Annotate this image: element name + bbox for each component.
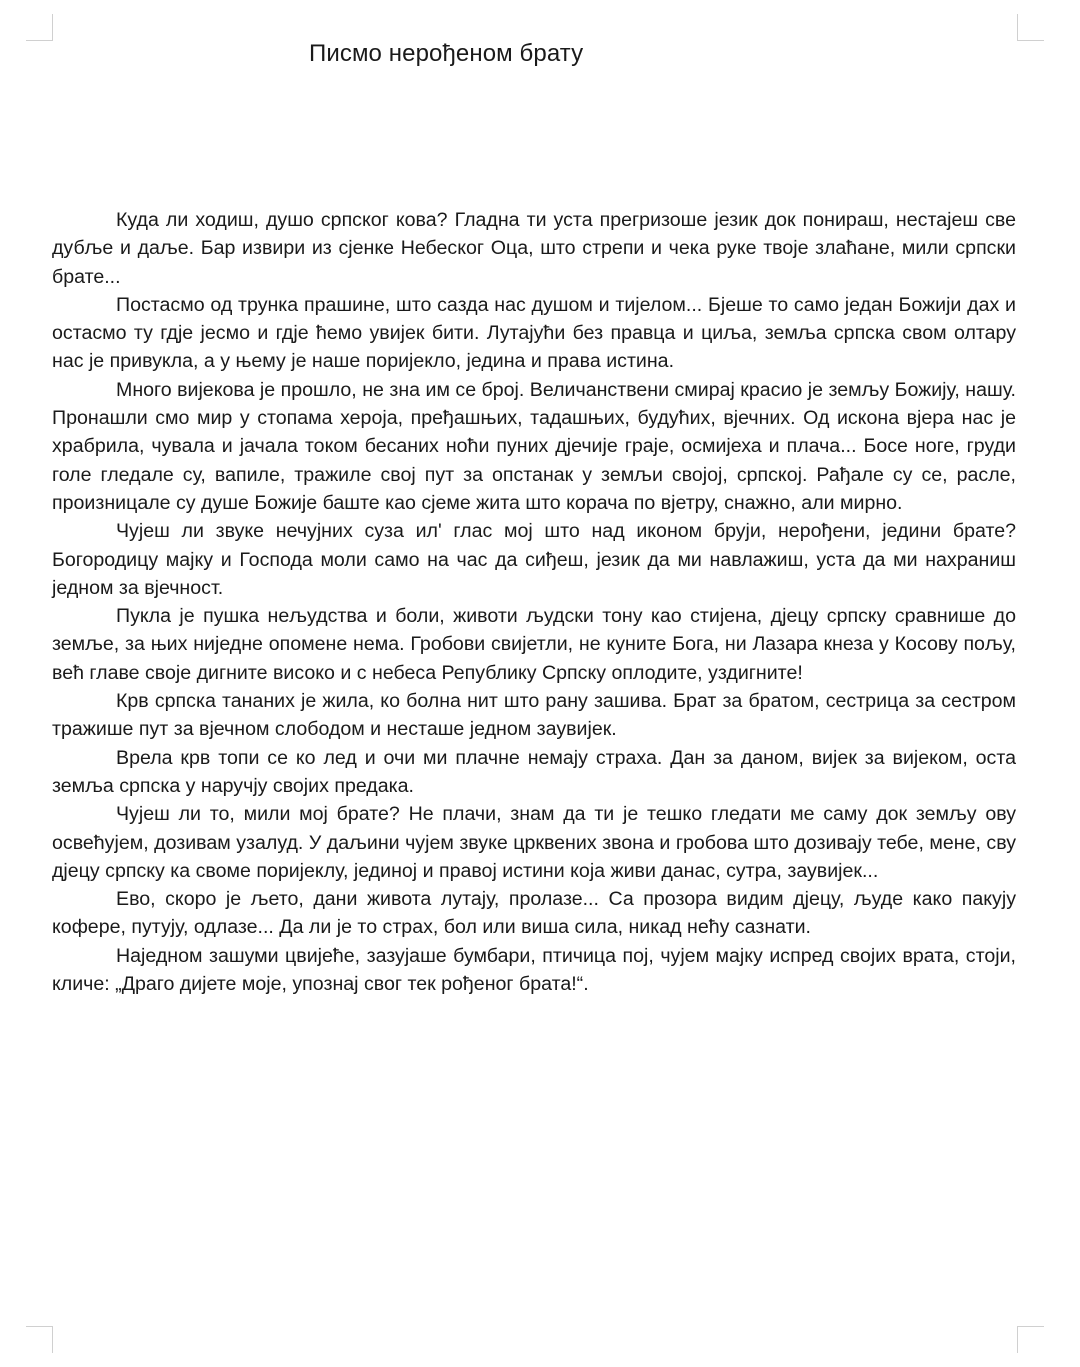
document-body — [52, 206, 1016, 998]
paragraph: Куда ли ходиш, душо српског кова? Гладна ти уста прегризоше језик док понираш, нестајеш све дубље и даље. Бар извири из сјенке Небеског Оца, што стрепи и чека руке твоје злаћане, мили српски брате... — [52, 209, 1016, 288]
page-corner-mark-top-right — [1017, 14, 1044, 41]
paragraph: Много вијекова је прошло, не зна им се број. Величанствени смирај красио је земљу Божију, нашу. Пронашли смо мир у стопама хероја, пређашњих, тадашњих, будућих, вјечних. Од искона вјера нас је храбрила, чувала и јачала током бесаних ноћи пуних дјечије граје, осмијеха и плача... Босе ноге, груди голе гледале су, вапиле, тражиле свој пут за опстанак у земљи својој, српској. Рађале су се, расле, произницале су душе Божије баште као сјеме жита што корача по вјетру, снажно, али мирно. — [52, 378, 1016, 514]
page-corner-mark-bottom-left — [26, 1326, 53, 1353]
page-corner-mark-top-left — [26, 14, 53, 41]
paragraph: Чујеш ли то, мили мој брате? Не плачи, знам да ти је тешко гледати ме саму док земљу ову освећујем, дозивам узалуд. У даљини чујем звуке црквених звона и гробова што дозивају тебе, мене, сву дјецу српску ка своме поријеклу, јединој и правој истини која живи данас, сутра, заувијек... — [52, 803, 1016, 882]
paragraph: Пукла је пушка нељудства и боли, животи људски тону као стијена, дјецу српску сравнише до земље, за њих ниједне опомене нема. Гробови свијетли, не куните Бога, ни Лазара кнеза у Косову пољу, већ главе своје дигните високо и с небеса Републику Српску оплодите, уздигните! — [52, 605, 1016, 684]
paragraph: Врела крв топи се ко лед и очи ми плачне немају страха. Дан за даном, вијек за вијеком, оста земља српска у наручју својих предака. — [52, 746, 1016, 797]
document-title: Писмо нерођеном брату — [309, 40, 584, 67]
paragraph: Крв српска тананих је жила, ко болна нит што рану зашива. Брат за братом, сестрица за сестром тражише пут за вјечном слободом и несташе једном заувијек. — [52, 690, 1016, 741]
paragraph: Чујеш ли звуке нечујних суза ил' глас мој што над иконом бруји, нерођени, једини брате? Богородицу мајку и Господа моли само на час да сиђеш, језик да ми навлажиш, уста да ми нахраниш једном за вјечност. — [52, 520, 1016, 599]
page-corner-mark-bottom-right — [1017, 1326, 1044, 1353]
paragraph: Постасмо од трунка прашине, што сазда нас душом и тијелом... Бјеше то само један Божији дах и остасмо ту гдје јесмо и гдје ћемо увијек бити. Лутајући без правца и циља, земља српска свом олтару нас је привукла, а у њему је наше поријекло, једина и права истина. — [52, 293, 1016, 373]
paragraph: Ево, скоро је љето, дани живота лутају, пролазе... Са прозора видим дјецу, људе како пакују кофере, путују, одлазе... Да ли је то страх, бол или виша сила, никад нећу сазнати. — [52, 888, 1016, 939]
paragraph: Наједном зашуми цвијеће, зазујаше бумбари, птичица пој, чујем мајку испред својих врата, стоји, кличе: „Драго дијете моје, упознај свог тек рођеног брата!“. — [52, 944, 1016, 996]
